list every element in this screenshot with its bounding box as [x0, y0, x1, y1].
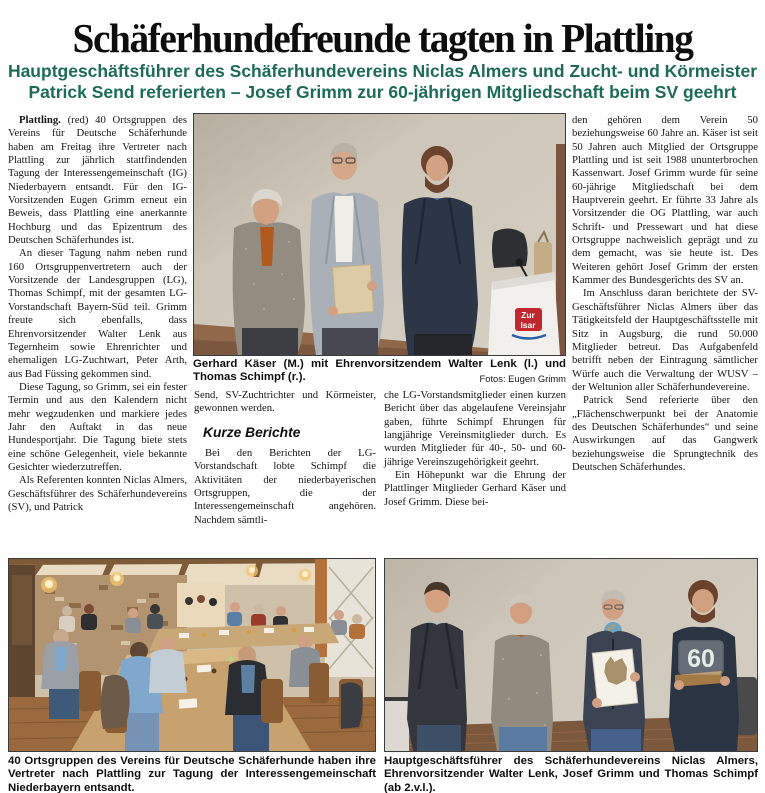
- article-column-2: [194, 389, 376, 557]
- top-photo-caption: [193, 358, 566, 386]
- subheadline-line2: Patrick Send referierten – Josef Grimm zur 60-jährigen Mitgliedschaft beim SV geehrt: [28, 82, 737, 102]
- bottom-left-caption: 40 Ortsgruppen des Vereins für Deutsche Schäferhunde haben ihre Vertreter nach Plattling zur Tagung der Interessengemeinschaft Niederbayern entsandt.: [8, 755, 376, 793]
- page-title: Schäferhundefreunde tagten in Plattling: [72, 15, 693, 61]
- paragraph: Ein Höhepunkt war die Ehrung der Plattlinger Mitglieder Gerhard Käser und Josef Grimm. Diese bei-: [384, 469, 566, 508]
- bottom-left-photo: [8, 558, 376, 752]
- subheadline: [0, 61, 765, 103]
- section-heading: Kurze Berichte: [203, 424, 301, 440]
- paragraph-text: (red) 40 Ortsgruppen des Vereins für Deutsche Schäferhunde haben am Freitag ihre Vertreter nach Plattling zur jährlich stattfindenden Tagung der Interessengemeinschaft (IG) Niederbayern entsandt. Für den IG-Vorsitzenden Eugen Grimm erneut ein Beweis, dass Plattling eine anerkannte Hochburg und das Epizentrum des Deutschen Schäferhundes ist.: [8, 114, 187, 247]
- trophy-60: [675, 641, 723, 687]
- article-column-4: [572, 114, 758, 558]
- bottom-right-caption: Hauptgeschäftsführer des Schäferhundevereins Niclas Almers, Ehrenvorsitzender Walter Lenk, Josef Grimm und Thomas Schimpf (ab 2.v.l.).: [384, 755, 758, 793]
- bottom-right-photo: [384, 558, 758, 752]
- paragraph: den gehören dem Verein 50 beziehungsweise 60 Jahre an. Käser ist seit 50 Jahren auch Mitglied der Ortsgruppe Plattling und ist seit 1988 ununterbrochen Kassenwart. Josef Grimm wurde für seine 60-jährige Mitgliedschaft bei dem Hauptverein geehrt. Er führte 33 Jahre als Vorsitzender die OG Plattling, war auch Schrift- und Pressewart und hat diese Ortsgruppe nachweislich geprägt und zu dem gemacht, was sie heute ist. Des Weiteren gehört Josef Grimm der ersten Kammer des Bundesgerichts des SV an.: [572, 114, 758, 287]
- paragraph: [8, 114, 187, 247]
- paragraph: che LG-Vorstandsmitglieder einen kurzen Bericht über das abgelaufene Vereinsjahr gaben, führte Schimpf Ehrungen für langjährige Vereinsmitglieder durch. Es wurden Mitglieder für 40-, 50- und 60-jährige Vereinszugehörigkeit geehrt.: [384, 389, 566, 468]
- zur-isar-text-line2: Isar: [520, 320, 536, 330]
- paragraph: Patrick Send referierte über den „Flächenschwerpunkt bei der Anatomie des Deutschen Schäferhundes“ und seine Auswirkungen auf das Gangwerk beziehungsweise die Sprungtechnik des Deutschen Schäferhundes.: [572, 394, 758, 473]
- paragraph: Als Referenten konnten Niclas Almers, Geschäftsführer des Schäferhundevereins (SV), und Patrick: [8, 474, 187, 513]
- trophy-60-text: 60: [687, 645, 715, 673]
- dateline: Plattling.: [19, 114, 61, 126]
- subheadline-line1: Hauptgeschäftsführer des Schäferhundevereins Niclas Almers und Zucht- und Körmeister: [7, 61, 758, 81]
- paragraph: Diese Tagung, so Grimm, sei ein fester Termin und aus den Kalendern nicht mehr wegzudenken und markiere jedes Jahr den Auftakt in das neue Hundesportjahr. Die Tagung biete stets eine schöne Gelegenheit, viele bekannte Gesichter wiederzutreffen.: [8, 380, 187, 473]
- coat: [341, 682, 363, 729]
- banquet-hall-illustration: [9, 559, 375, 751]
- top-photo-illustration: [194, 114, 565, 355]
- caption-text: Gerhard Käser (M.) mit Ehrenvorsitzendem Walter Lenk (l.) und Thomas Schimpf (r.).: [193, 358, 566, 384]
- microphone-icon: [516, 259, 523, 266]
- paragraph: Im Anschluss daran berichtete der SV-Geschäftsführer Niclas Almers über das Tätigkeitsfeld der Hauptgeschäftsstelle mit Sitz in Augsburg, die rund 50.000 Mitglieder betreut. Das Aufgabenfeld betrifft neben der Eintragung sämtlicher Würfe auch die Verwaltung der WUSV – der Weltunion aller Schäferhundevereine.: [572, 287, 758, 393]
- article-column-1: [8, 114, 187, 558]
- article-column-3: [384, 389, 566, 557]
- top-photo: [193, 113, 566, 356]
- honoring-illustration: [385, 559, 757, 751]
- paragraph: Send, SV-Zuchtrichter und Körmeister, gewonnen werden.: [194, 389, 376, 415]
- paragraph: An dieser Tagung nahm neben rund 160 Ortsgruppenvertretern auch der Vorsitzende der Landesgruppen (LG), Thomas Schimpf, mit der gesamten LG-Vorstandschaft Bayern-Süd teil. Grimm freute sich ebenfalls, dass Ehrenvorsitzender Walter Lenk aus Tegernheim sowie Ehrenrichter und ehemaligen LG-Zuchtwart, Peter Arth, aus Bad Füssing gekommen sind.: [8, 247, 187, 380]
- zur-isar-text-line1: Zur: [521, 310, 535, 320]
- photo-credit: Fotos: Eugen Grimm: [479, 372, 566, 384]
- paragraph: Bei den Berichten der LG-Vorstandschaft lobte Schimpf die Aktivitäten der niederbayerischen Ortsgruppen, die der Interessengemeinschaft angehören. Nachdem sämtli-: [194, 447, 376, 526]
- fur-coat: [100, 675, 129, 729]
